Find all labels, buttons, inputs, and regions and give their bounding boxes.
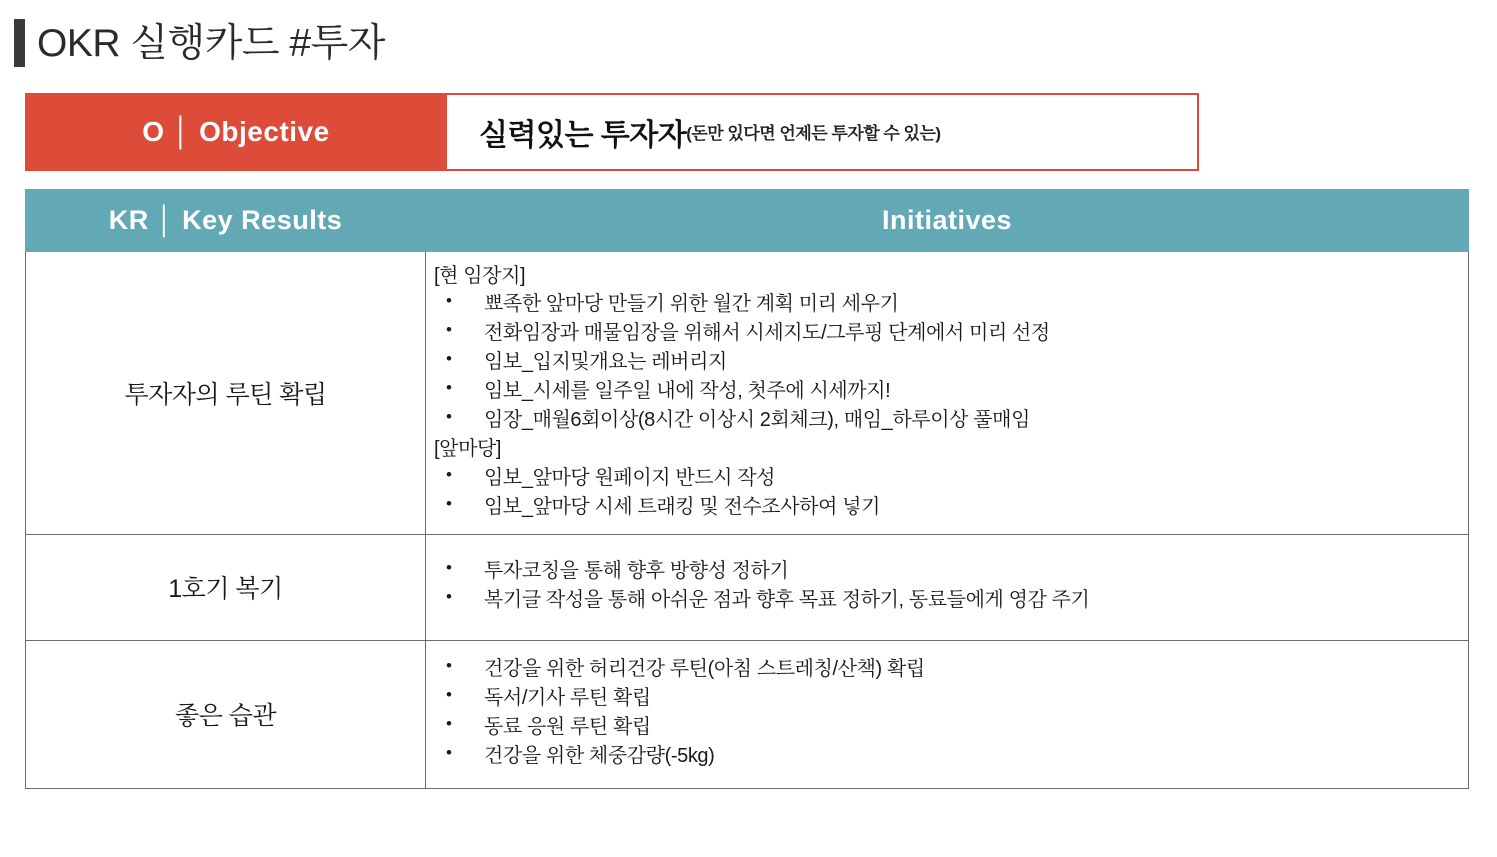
kr-initiatives: [426, 640, 1469, 788]
okr-card-page: [0, 14, 1497, 857]
list-item: • 건강을 위한 허리건강 루틴(아침 스트레칭/산책) 확립: [430, 655, 1454, 684]
list-item: • 임장_매월6회이상(8시간 이상시 2회체크), 매임_하루이상 풀매임: [430, 406, 1454, 435]
list-item: • 임보_시세를 일주일 내에 작성, 첫주에 시세까지!: [430, 377, 1454, 406]
initiative-list: [430, 655, 1454, 771]
list-item: • 건강을 위한 체중감량(-5kg): [430, 742, 1454, 771]
list-item: • 임보_앞마당 시세 트래킹 및 전수조사하여 넣기: [430, 493, 1454, 522]
initiative-group-heading: [현 임장지]: [434, 265, 526, 287]
table-header-row: [26, 190, 1469, 252]
kr-name: 좋은 습관: [26, 640, 426, 788]
list-item: • 독서/기사 루틴 확립: [430, 684, 1454, 713]
header-key-results: KR │ Key Results: [26, 190, 426, 252]
list-item: • 임보_앞마당 원페이지 반드시 작성: [430, 464, 1454, 493]
kr-name: 1호기 복기: [26, 534, 426, 640]
header-initiatives: Initiatives: [426, 190, 1469, 252]
initiative-list: [430, 464, 1454, 522]
title-accent-bar: [14, 19, 25, 67]
list-item: • 임보_입지및개요는 레버리지: [430, 348, 1454, 377]
table-row: [26, 534, 1469, 640]
objective-band: [25, 93, 1199, 171]
objective-main-text: 실력있는 투자자: [479, 119, 687, 152]
table-row: [26, 252, 1469, 535]
objective-value: [447, 93, 1199, 171]
page-title-row: [14, 14, 1497, 72]
list-item: • 뾰족한 앞마당 만들기 위한 월간 계획 미리 세우기: [430, 290, 1454, 319]
key-results-table: [25, 189, 1469, 789]
initiative-group-heading: [앞마당]: [434, 438, 502, 461]
list-item: • 전화임장과 매물임장을 위해서 시세지도/그루핑 단계에서 미리 선정: [430, 319, 1454, 348]
initiative-list: [430, 290, 1454, 435]
kr-initiatives: [426, 534, 1469, 640]
list-item: • 동료 응원 루틴 확립: [430, 713, 1454, 742]
list-item: • 복기글 작성을 통해 아쉬운 점과 향후 목표 정하기, 동료들에게 영감 주기: [430, 586, 1454, 615]
table-row: [26, 640, 1469, 788]
table-body: [26, 252, 1469, 789]
list-item: • 투자코칭을 통해 향후 방향성 정하기: [430, 557, 1454, 586]
page-title: OKR 실행카드 #투자: [37, 21, 385, 65]
kr-name: 투자자의 루틴 확립: [26, 252, 426, 535]
initiative-list: [430, 557, 1454, 615]
objective-label: O │ Objective: [25, 93, 447, 171]
objective-sub-text: (돈만 있다면 언제든 투자할 수 있는): [686, 123, 941, 143]
kr-initiatives: [426, 252, 1469, 535]
